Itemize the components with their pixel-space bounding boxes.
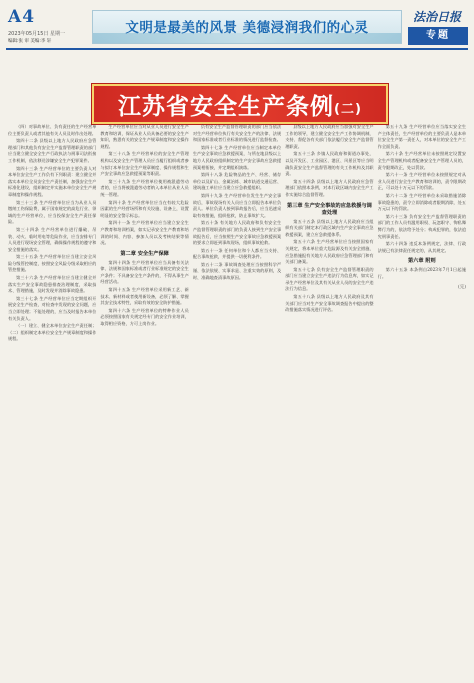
- article-paragraph: （一）建立、健全本单位安全生产责任制；（二）组织制定本单位安全生产规章制度和操作规程。: [8, 323, 97, 342]
- chapter-heading: 第二章 安全生产保障: [120, 250, 169, 257]
- masthead-rule: [6, 48, 468, 50]
- article-paragraph: 第五十七条 负有安全生产监督管理职责的部门应当建立安全生产违法行为信息库，如实记录生产经营单位及其有关从业人员的安全生产违法行为信息。: [285, 266, 374, 292]
- article-paragraph: 第六十三条 负有安全生产监督管理职责的部门的工作人员有滥用职权、玩忽职守、徇私舞弊行为的，依法给予处分；构成犯罪的，依法追究刑事责任。: [377, 213, 467, 239]
- article-title-main: 江苏省安全生产条例: [118, 94, 335, 120]
- article-paragraph: 第五十四条 县级以上地方人民政府应急管理部门依照本条例，对本行政区域内安全生产工作实施综合监督管理。: [285, 178, 374, 197]
- article-paragraph: 县级以上地方人民政府应当加强对安全生产工作的领导，建立健全安全生产工作协调机制，支持、督促各有关部门依法履行安全生产监督管理职责。: [285, 124, 374, 149]
- article-paragraph: 第三十六条 生产经营单位应当建立健全并落实生产安全事故隐患排查治理制度，采取技术、管理措施，及时发现并消除事故隐患。: [8, 275, 97, 294]
- section-tag: 专题: [408, 27, 468, 45]
- article-paragraph: 第五十五条 县级以上地方人民政府应当组织有关部门制定本行政区域内生产安全事故应急救援预案，建立应急救援体系。: [285, 218, 374, 237]
- article-paragraph: 第六十四条 违反本条例规定，法律、行政法规已有法律责任规定的，从其规定。: [377, 241, 467, 253]
- article-paragraph: 负有安全生产监督管理职责的部门应当依法对生产经营单位执行有关安全生产的法律、法规和国家标准或者行业标准的情况进行监督检查。: [192, 124, 282, 143]
- article-body: [8, 124, 466, 676]
- article-title: [94, 88, 386, 121]
- article-paragraph: 第四十一条 生产经营单位应当建立安全生产教育和培训档案，如实记录安全生产教育和培训的时间、内容、参加人员以及考核结果等情况。: [100, 220, 189, 246]
- article-paragraph: 第四十五条 生产经营单位采用新工艺、新技术、新材料或者使用新设备，必须了解、掌握其安全技术特性，采取有效的安全防护措施。: [100, 287, 189, 306]
- article-title-part: (二): [334, 102, 362, 117]
- article-column-1: [8, 124, 96, 676]
- article-paragraph: 第三十五条 生产经营单位应当建立安全风险分级管控制度，按照安全风险分级采取相应的管控措施。: [8, 254, 97, 273]
- article-column-4: [285, 124, 373, 676]
- article-paragraph: 第六十条 生产经营单位未按照规定设置安全生产管理机构或者配备安全生产管理人员的，责令限期改正，处以罚款。: [377, 151, 467, 170]
- newspaper-logo: 法治日报: [412, 10, 461, 24]
- article-paragraph: 第三十九条 生产经营单位使用被派遣劳动者的，应当将被派遣劳动者纳入本单位从业人员统一管理。: [100, 178, 189, 197]
- article-column-3: [193, 124, 281, 676]
- article-paragraph: （四）对事故单位、负有责任的生产经营单位主要负责人或者其他有关人员及时作出处理。: [8, 124, 97, 136]
- article-paragraph: 第三十八条 生产经营单位的安全生产管理机构以及安全生产管理人员应当履行组织或者参与拟订本单位安全生产规章制度、操作规程和生产安全事故应急救援预案等职责。: [100, 151, 189, 177]
- article-paragraph: 生产经营单位应当对从业人员进行安全生产教育和培训，保证从业人员具备必要的安全生产知识，熟悉有关的安全生产规章制度和安全操作规程。: [100, 124, 189, 149]
- article-paragraph: 第六十五条 本条例自2023年7月1日起施行。: [377, 267, 467, 279]
- article-paragraph: 第四十九条 生产经营单位发生生产安全事故后，事故现场有关人员应当立即报告本单位负责人。单位负责人接到事故报告后，应当迅速采取有效措施，组织抢救，防止事故扩大。: [192, 192, 282, 218]
- chapter-heading: 第三章 生产安全事故的应急救援与调查处理: [287, 202, 372, 216]
- article-paragraph: 第四十四条 生产经营单位应当具备有关法律、法规和国家标准或者行业标准规定的安全生产条件；不具备安全生产条件的，不得从事生产经营活动。: [100, 259, 189, 285]
- article-paragraph: 第四十六条 生产经营单位的特种作业人员必须按照国家有关规定经专门的安全作业培训，取得相应资格，方可上岗作业。: [100, 307, 189, 327]
- article-paragraph: 第五十六条 生产经营单位应当按照国家有关规定，将本单位重大危险源及有关安全措施、应急措施报有关地方人民政府应急管理部门和有关部门备案。: [285, 239, 374, 265]
- article-paragraph: 第六十一条 生产经营单位未按照规定对从业人员进行安全生产教育和培训的，责令限期改正，可以处十万元以下的罚款。: [377, 172, 467, 191]
- article-paragraph: 第三十七条 生产经营单位应当定期组织开展安全生产检查，对检查中发现的安全问题，应当立即处理；不能处理的，应当及时报告本单位有关负责人。: [8, 295, 97, 321]
- chapter-heading: 第六章 附则: [407, 258, 436, 265]
- article-end-mark: (完): [458, 285, 467, 291]
- article-paragraph: 第五十条 有关地方人民政府和负有安全生产监督管理职责的部门的负责人接到生产安全事故报告后，应当按照生产安全事故应急救援预案的要求立即赶到事故现场，组织事故抢救。: [192, 220, 282, 246]
- article-paragraph: 第三十三条 生产经营单位应当为从业人员缴纳工伤保险费，属于国家规定的高危行业、领域的生产经营单位，应当投保安全生产责任保险。: [8, 199, 97, 225]
- article-paragraph: 第四十条 生产经营单位应当在有较大危险因素的生产经营场所和有关设施、设备上，设置明显的安全警示标志。: [100, 199, 189, 218]
- article-paragraph: 第四十七条 生产经营单位应当制定本单位生产安全事故应急救援预案，与所在地县级以上地方人民政府组织制定的生产安全事故应急救援预案相衔接，并定期组织演练。: [192, 144, 282, 170]
- article-paragraph: 第五十一条 任何单位和个人都应当支持、配合事故抢救，并提供一切便利条件。: [192, 247, 282, 260]
- editor-credits: 编辑:张 审 美编:李 轩: [8, 39, 52, 44]
- slogan-banner: [92, 10, 402, 44]
- article-title-bar: [92, 84, 388, 124]
- publication-date: 2023年05月15日 星期一: [8, 31, 66, 37]
- article-paragraph: 第五十九条 生产经营单位应当落实安全生产主体责任，生产经营单位的主要负责人是本单位安全生产第一责任人，对本单位的安全生产工作全面负责。: [377, 124, 467, 149]
- article-paragraph: 第四十二条 县级以上地方人民政府应急管理部门和其他负有安全生产监督管理职责的部门应当建立健全安全生产行政执法与刑事司法衔接工作机制，依法移送涉嫌安全生产犯罪案件。: [8, 138, 97, 163]
- article-paragraph: 第五十三条 乡镇人民政府和街道办事处，以及开发区、工业园区、港区、风景区等应当明确负责安全生产监督管理的有关工作机构及其职责。: [285, 151, 374, 177]
- article-paragraph: 第五十八条 县级以上地方人民政府及其有关部门应当对生产安全事故调查报告中提出的整改措施落实情况进行评估。: [285, 294, 374, 313]
- article-column-2: [100, 124, 188, 676]
- edition-number: A4: [8, 7, 36, 27]
- banner-slogan: 文明是最美的风景 美德浸润我们的心灵: [125, 20, 369, 36]
- article-paragraph: 第五十二条 事故调查处理应当按照科学严谨、依法依规、实事求是、注重实效的原则，及时、准确地查清事故原因。: [192, 261, 282, 281]
- article-paragraph: 第六十二条 生产经营单位未采取措施消除事故隐患的，责令立即消除或者限期消除，处五万元以下的罚款。: [377, 192, 467, 212]
- article-paragraph: 第四十三条 生产经营单位的主要负责人对本单位安全生产工作负有下列职责：建立健全并落实本单位全员安全生产责任制，加强安全生产标准化建设，组织制定并实施本单位安全生产规章制度和操作规程。: [8, 165, 97, 197]
- masthead: [0, 0, 474, 48]
- article-paragraph: 第四十八条 危险物品的生产、经营、储存单位以及矿山、金属冶炼、城市轨道交通运营、建筑施工单位应当建立应急救援组织。: [192, 172, 282, 191]
- article-paragraph: 第三十四条 生产经营单位进行爆破、吊装、动火、临时用电等危险作业，应当安排专门人员进行现场安全管理，确保操作规程的遵守和安全措施的落实。: [8, 226, 97, 252]
- article-column-5: [378, 124, 466, 676]
